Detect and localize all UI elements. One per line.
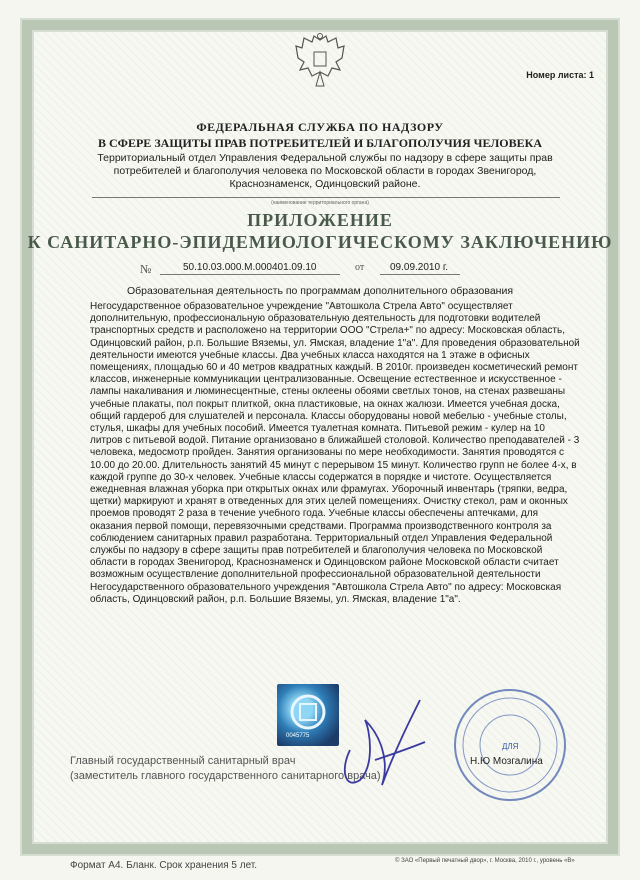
agency-name-line2: В СФЕРЕ ЗАЩИТЫ ПРАВ ПОТРЕБИТЕЛЕЙ И БЛАГОПОЛУЧИЯ ЧЕЛОВЕКА	[98, 136, 542, 150]
document-body: Негосударственное образовательное учреждение "Автошкола Стрела Авто" осуществляет дополнительную, профессиональную образовательную деятельность для подготовки водителей транспортных средств и расположено на территории ООО "Стрела+" по адресу: Московская область, Одинцовский район, р.п. Большие Вяземы, ул. Ямская, владение 1"а". Для проведения образовательной деятельности имеются учебные классы. Два учебных класса находятся на 1 этаже в офисных помещениях, площадью 60 и 40 метров квадратных каждый. В 2010г. произведен косметический ремонт классов, инженерные коммуникации централизованные. Освещение естественное и искусственное - лампы накаливания и люминесцентные, стены оклеены обоями светлых тонов, на стенах развешаны учебные плакаты, пол покрыт плиткой, окна пластиковые, на окнах жалюзи. Имеется учебная доска, общий гардероб для слушателей и персонала. Классы оборудованы новой мебелью - учебные столы, стулья, шкафы для учебных пособий. Имеется туалетная комната. Питьевой режим - кулер на 10 литров с питьевой водой. Питание организовано в ближайшей столовой. Количество преподавателей - 3 человека, медосмотр пройден. Занятия организованы по мере необходимости. Занятия проводятся с 10.00 до 20.00. Длительность занятий 45 минут с перерывом 15 минут. Количество групп не более 4-х, в каждой группе до 30-х человек. Учебные классы содержатся в порядке и чистоте. Осуществляется ежедневная влажная уборка при открытых окнах или фрамугах. Уборочный инвентарь (тряпки, ведра, щетки) маркируют и хранят в отведенных для этих целей помещениях. Очистку стекол, рам и оконных проемов проводят 2 раза в течение учебного года. Учебные классы обеспечены аптечками, для оказания первой помощи, перевязочными средствами. Программа производственного контроля за соблюдением санитарных правил разработана. Территориальный отдел Управления Федеральной службы по надзору в сфере защиты прав потребителей и благополучия человека по Московской области в городах Звенигород, Краснознаменск и Одинцовском районе Московской области считает возможным осуществление дополнительной профессиональной образовательной деятельности Негосударственного образовательного учреждения "Автошкола Стрела Авто" по адресу: Московская область, Одинцовский район, р.п. Большие Вяземы, ул. Ямская, владение 1"а".	[90, 301, 580, 605]
document-title-line1: ПРИЛОЖЕНИЕ	[247, 210, 393, 230]
conclusion-number: 50.10.03.000.М.000401.09.10	[183, 262, 317, 273]
signatory-name: Н.Ю Мозгалина	[470, 756, 543, 767]
stamp-text: ДЛЯ	[502, 742, 519, 751]
date-from-label: от	[355, 262, 365, 273]
conclusion-date: 09.09.2010 г.	[390, 262, 449, 273]
double-headed-eagle-emblem-icon	[290, 32, 350, 94]
signatory-subtitle: (заместитель главного государственного санитарного врача)	[70, 770, 381, 782]
department-caption: (наименование территориального органа)	[271, 200, 369, 206]
official-stamp	[450, 685, 570, 805]
signatory-title: Главный государственный санитарный врач	[70, 755, 296, 767]
printer-credit: © ЗАО «Первый печатный двор», г. Москва, 2010 г., уровень «В»	[395, 858, 575, 864]
number-sign: №	[140, 262, 152, 276]
number-underline	[160, 274, 340, 275]
document-title-line2: К САНИТАРНО-ЭПИДЕМИОЛОГИЧЕСКОМУ ЗАКЛЮЧЕНИЮ	[27, 232, 613, 252]
department-name: Территориальный отдел Управления Федеральной службы по надзору в сфере защиты прав потребителей и благополучия человека по Московской области в городах Звенигород, Краснознаменск, Одинцовский районе.	[97, 152, 553, 190]
handwritten-signature	[320, 690, 440, 800]
department-underline	[92, 197, 560, 198]
agency-name-line1: ФЕДЕРАЛЬНАЯ СЛУЖБА ПО НАДЗОРУ	[196, 120, 444, 134]
hologram-code: 0045775	[286, 733, 310, 739]
date-underline	[380, 274, 460, 275]
sheet-number: Номер листа: 1	[526, 70, 594, 80]
form-format-note: Формат А4. Бланк. Срок хранения 5 лет.	[70, 860, 258, 871]
activity-subject: Образовательная деятельность по программам дополнительного образования	[126, 285, 514, 297]
